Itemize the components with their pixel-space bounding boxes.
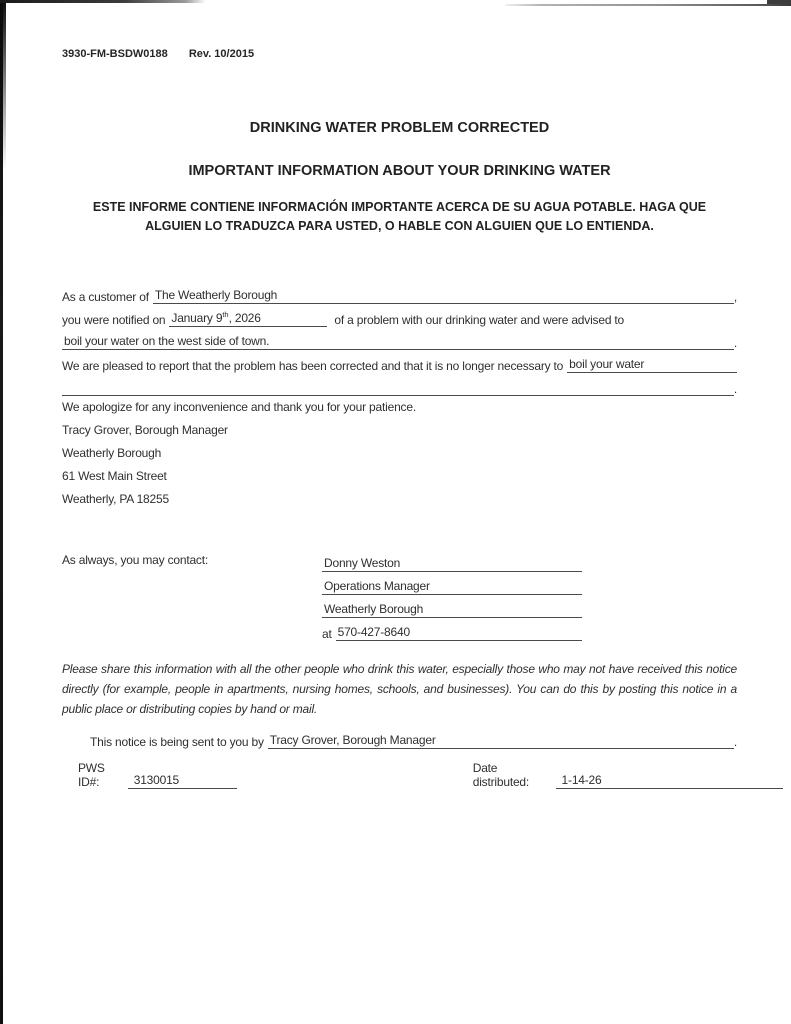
contact-name-row — [322, 549, 582, 572]
no-longer-necessary-blank — [567, 357, 737, 373]
corrected-line-text: We are pleased to report that the problem has been corrected and that it is no longer necessary to — [62, 359, 564, 373]
contact-phone-row — [322, 618, 582, 641]
corrected-line — [62, 350, 737, 373]
sent-by-period: . — [733, 735, 737, 749]
continuation-period: . — [733, 382, 737, 396]
form-header — [62, 48, 737, 60]
no-longer-necessary-text: boil your water — [569, 357, 645, 371]
signature-city: Weatherly, PA 18255 — [62, 492, 169, 506]
signature-name: Tracy Grover, Borough Manager — [62, 423, 228, 437]
contact-name-blank — [322, 556, 582, 572]
contact-org: Weatherly Borough — [324, 602, 424, 616]
sent-by-prefix: This notice is being sent to you by — [90, 735, 264, 749]
notified-line-prefix: you were notified on — [62, 313, 166, 327]
date-distributed-blank — [556, 773, 783, 789]
notification-paragraph — [62, 281, 737, 396]
page-subtitle: IMPORTANT INFORMATION ABOUT YOUR DRINKING WATER — [188, 163, 611, 179]
contact-name: Donny Weston — [324, 556, 401, 570]
apology-line: We apologize for any inconvenience and thank you for your patience. — [62, 400, 416, 414]
continuation-line — [62, 373, 737, 396]
contact-label: As always, you may contact: — [62, 553, 208, 567]
contact-org-blank — [322, 602, 582, 618]
pws-id-field — [78, 761, 237, 789]
notice-date: January 9 — [171, 311, 223, 325]
sent-by-blank — [268, 733, 734, 749]
contact-block — [62, 549, 737, 641]
notice-date-year: , 2026 — [228, 311, 261, 325]
page-title: DRINKING WATER PROBLEM CORRECTED — [249, 120, 550, 136]
apology-signature-block — [62, 396, 737, 511]
contact-phone: 570-427-8640 — [337, 625, 410, 639]
sent-by-line — [90, 726, 737, 749]
date-distributed-label: Date distributed: — [472, 761, 530, 789]
notice-date-ordinal: th — [222, 310, 229, 319]
signature-org: Weatherly Borough — [62, 446, 162, 460]
contact-title-row — [322, 572, 582, 595]
contact-fills — [322, 549, 582, 641]
share-notice-paragraph: Please share this information with all the other people who drink this water, especially those who may not have received this notice directly (for example, people in apartments, nursing homes, schools, and businesses). You can do this by posting this notice in a public place or distributing copies by hand or mail. — [62, 662, 737, 716]
customer-line-prefix: As a customer of — [62, 290, 149, 304]
notified-line — [62, 304, 737, 327]
date-distributed-value: 1-14-26 — [561, 773, 602, 787]
advisory-text: boil your water on the west side of town. — [64, 334, 270, 348]
notice-date-blank — [169, 310, 327, 327]
contact-phone-blank — [336, 625, 582, 641]
spanish-notice: ESTE INFORME CONTIENE INFORMACIÓN IMPORTANTE ACERCA DE SU AGUA POTABLE. HAGA QUE ALGUIEN LO TRADUZCA PARA USTED, O HABLE CON ALGUIEN QUE LO ENTIENDA. — [92, 200, 707, 233]
form-number: 3930-FM-BSDW0188 — [62, 48, 168, 60]
date-distributed-field — [473, 761, 783, 789]
pws-id-value: 3130015 — [133, 773, 180, 787]
contact-title: Operations Manager — [324, 579, 430, 593]
signature-street: 61 West Main Street — [62, 469, 167, 483]
notified-line-rule — [624, 326, 737, 327]
advisory-line-period: . — [733, 336, 737, 350]
advisory-line — [62, 327, 737, 350]
sent-by-name: Tracy Grover, Borough Manager — [269, 733, 436, 747]
contact-phone-prefix: at — [322, 627, 332, 641]
pws-id-label: PWS ID#: — [78, 761, 105, 789]
customer-line-comma: , — [733, 290, 737, 304]
customer-line — [62, 281, 737, 304]
advisory-blank — [62, 334, 734, 350]
contact-org-row — [322, 595, 582, 618]
water-system-name: The Weatherly Borough — [154, 288, 278, 302]
form-revision: Rev. 10/2015 — [188, 48, 255, 60]
pws-id-blank — [128, 773, 237, 789]
notified-line-suffix: of a problem with our drinking water and were advised to — [334, 313, 625, 327]
footer-fields — [62, 761, 737, 789]
water-system-blank — [153, 288, 734, 304]
contact-title-blank — [322, 579, 582, 595]
